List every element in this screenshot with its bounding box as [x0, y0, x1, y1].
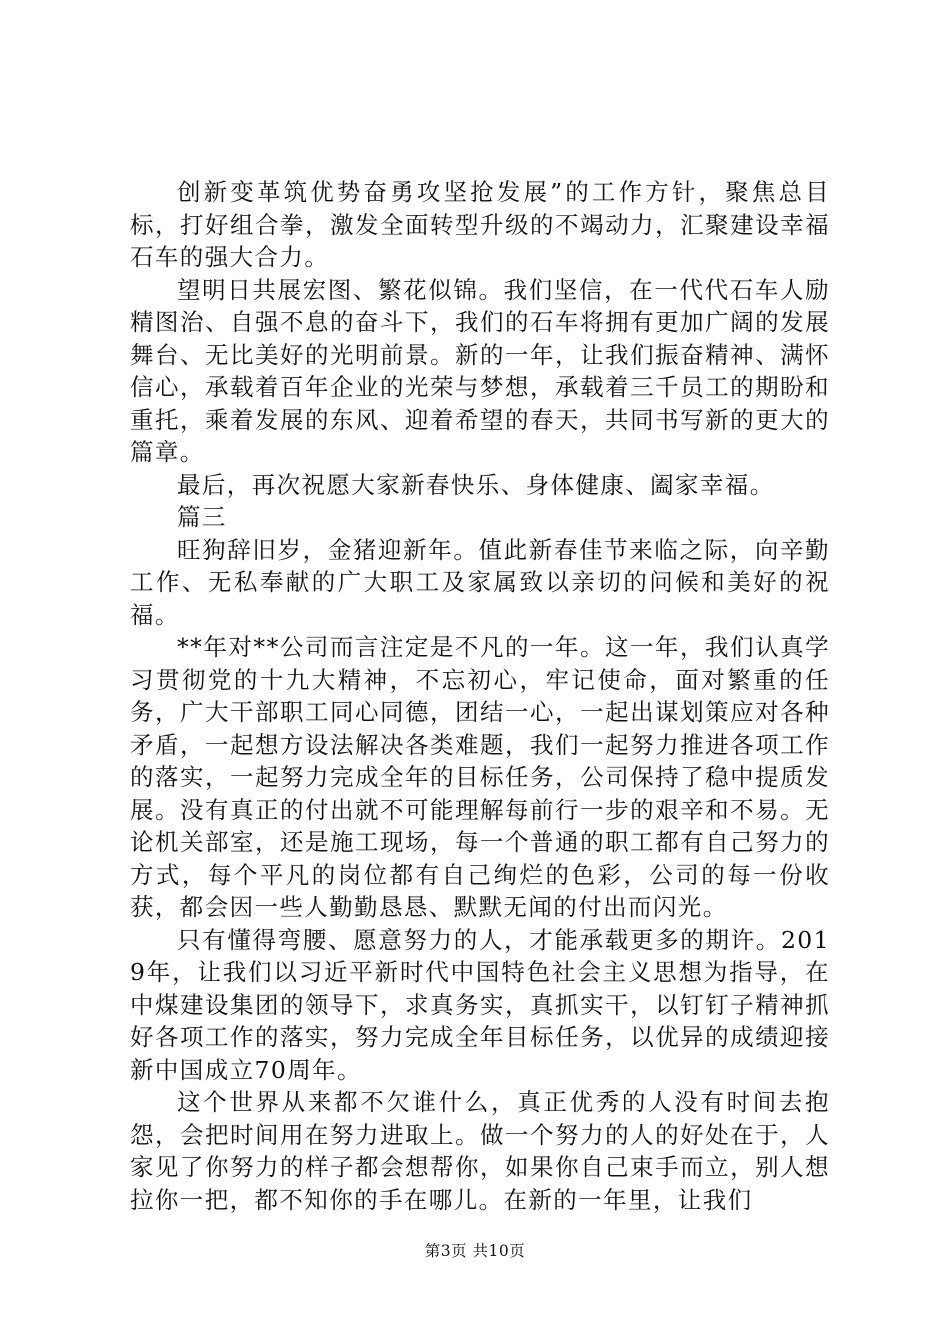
page-footer: 第3页 共10页	[424, 1242, 526, 1260]
paragraph-closing-wishes: 最后，再次祝愿大家新春快乐、身体健康、阖家幸福。	[177, 470, 775, 499]
paragraph-greeting: 旺狗辞旧岁，金猪迎新年。值此新春佳节来临之际，向辛勤工作、无私奉献的广大职工及家属致以亲切的问候和美好的祝福。	[130, 535, 830, 629]
paragraph-strategy: 创新变革筑优势奋勇攻坚抢发展”的工作方针，聚焦总目标，打好组合拳，激发全面转型升级的不竭动力，汇聚建设幸福石车的强大合力。	[130, 178, 830, 271]
section-heading: 篇三	[177, 503, 227, 531]
paragraph-effort: 这个世界从来都不欠谁什么，真正优秀的人没有时间去抱怨，会把时间用在努力进取上。做一个努力的人的好处在于，人家见了你努力的样子都会想帮你，如果你自己束手而立，别人想拉你一把，都不知你的手在哪儿。在新的一年里，让我们	[130, 1088, 830, 1214]
paragraph-year-review: **年对**公司而言注定是不凡的一年。这一年，我们认真学习贯彻党的十九大精神，不忘初心，牢记使命，面对繁重的任务，广大干部职工同心同德，团结一心，一起出谋划策应对各种矛盾，一起想方设法解决各类难题，我们一起努力推进各项工作的落实，一起努力完成全年的目标任务，公司保持了稳中提质发展。没有真正的付出就不可能理解每前行一步的艰辛和不易。无论机关部室，还是施工现场，每一个普通的职工都有自己努力的方式，每个平凡的岗位都有自己绚烂的色彩，公司的每一份收获，都会因一些人勤勤恳恳、默默无闻的付出而闪光。	[130, 633, 830, 921]
paragraph-outlook: 望明日共展宏图、繁花似锦。我们坚信，在一代代石车人励精图治、自强不息的奋斗下，我们的石车将拥有更加广阔的发展舞台、无比美好的光明前景。新的一年，让我们振奋精神、满怀信心，承载着百年企业的光荣与梦想，承载着三千员工的期盼和重托，乘着发展的东风、迎着希望的春天，共同书写新的更大的篇章。	[130, 275, 830, 466]
document-body	[130, 176, 830, 1216]
paragraph-2019-goals: 只有懂得弯腰、愿意努力的人，才能承载更多的期许。2019年，让我们以习近平新时代中国特色社会主义思想为指导，在中煤建设集团的领导下，求真务实，真抓实干，以钉钉子精神抓好各项工作的落实，努力完成全年目标任务，以优异的成绩迎接新中国成立70周年。	[130, 925, 830, 1084]
